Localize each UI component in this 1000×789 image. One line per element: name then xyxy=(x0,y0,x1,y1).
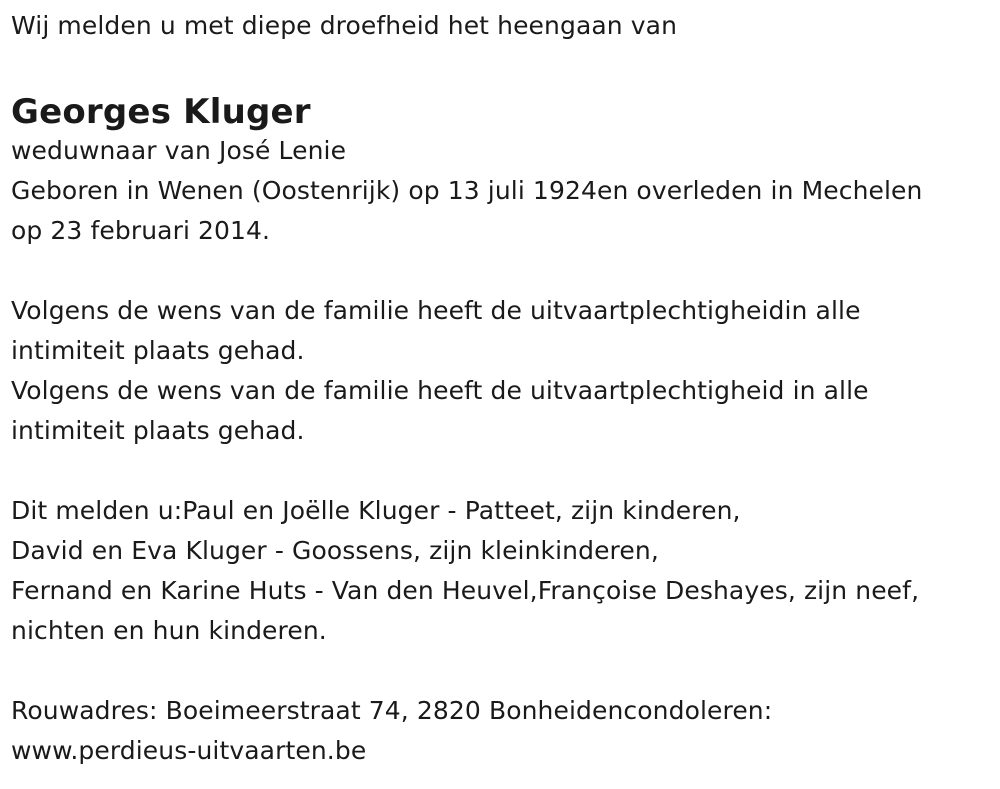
family-line-4: nichten en hun kinderen. xyxy=(11,616,327,645)
website-line: www.perdieus-uitvaarten.be xyxy=(11,736,367,765)
funeral-line-3: Volgens de wens van de familie heeft de uitvaartplechtigheid in alle xyxy=(11,376,869,405)
family-line-3: Fernand en Karine Huts - Van den Heuvel,Françoise Deshayes, zijn neef, xyxy=(11,576,920,605)
deceased-name: Georges Kluger xyxy=(11,92,311,132)
address-line: Rouwadres: Boeimeerstraat 74, 2820 Bonheidencondoleren: xyxy=(11,696,773,725)
spacer xyxy=(11,46,986,86)
family-line-2: David en Eva Kluger - Goossens, zijn kleinkinderen, xyxy=(11,536,659,565)
family-line-1: Dit melden u:Paul en Joëlle Kluger - Patteet, zijn kinderen, xyxy=(11,496,741,525)
funeral-line-1: Volgens de wens van de familie heeft de uitvaartplechtigheidin alle xyxy=(11,296,861,325)
birth-death-line-1: Geboren in Wenen (Oostenrijk) op 13 juli 1924en overleden in Mechelen xyxy=(11,176,923,205)
spacer xyxy=(11,651,986,691)
funeral-line-2: intimiteit plaats gehad. xyxy=(11,336,305,365)
birth-death-line-2: op 23 februari 2014. xyxy=(11,216,271,245)
funeral-line-4: intimiteit plaats gehad. xyxy=(11,416,305,445)
spouse-line: weduwnaar van José Lenie xyxy=(11,136,347,165)
spacer xyxy=(11,251,986,291)
spacer xyxy=(11,451,986,491)
obituary-notice xyxy=(11,6,986,771)
intro-text: Wij melden u met diepe droefheid het heengaan van xyxy=(11,11,678,40)
